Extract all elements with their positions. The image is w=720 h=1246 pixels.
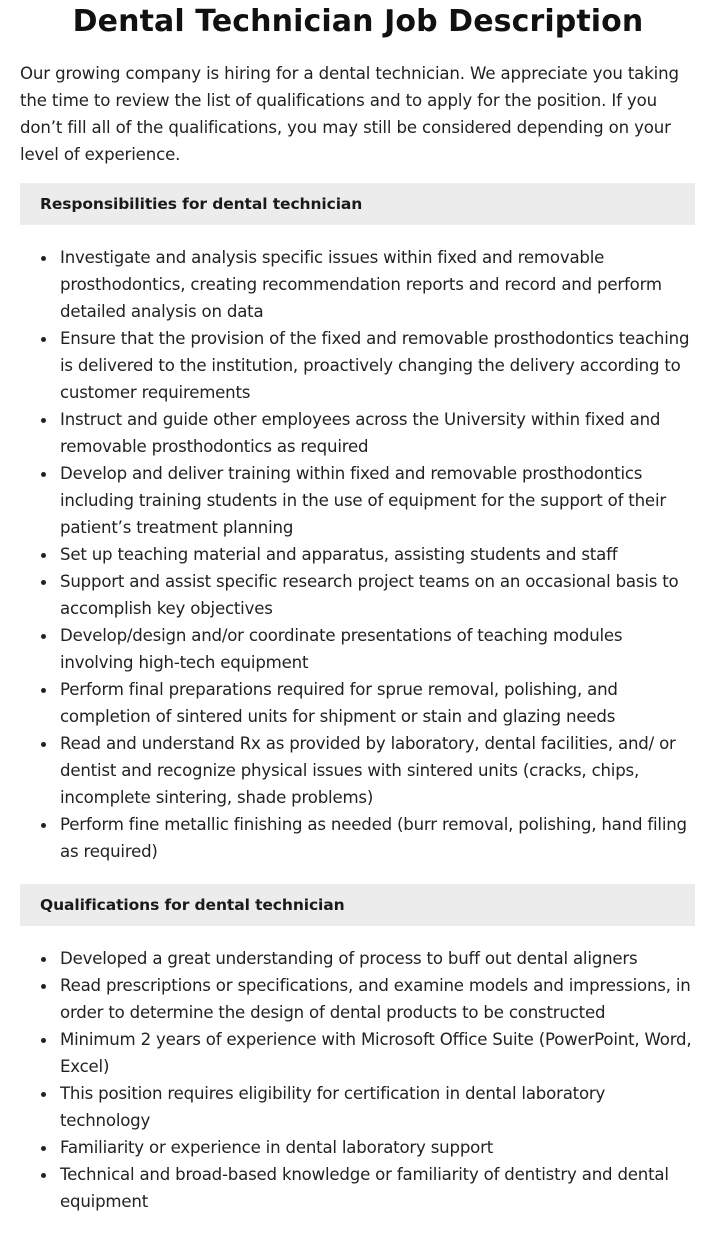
list-item: Minimum 2 years of experience with Microsoft Office Suite (PowerPoint, Word, Excel) xyxy=(20,1026,696,1080)
list-item: Read and understand Rx as provided by laboratory, dental facilities, and/ or dentist and recognize physical issues with sintered units (cracks, chips, incomplete sintering, shade problems) xyxy=(20,730,696,811)
list-item: Perform fine metallic finishing as needed (burr removal, polishing, hand filing as required) xyxy=(20,811,696,865)
intro-paragraph: Our growing company is hiring for a dental technician. We appreciate you taking the time to review the list of qualifications and to apply for the position. If you don’t fill all of the qualifications, you may still be considered depending on your level of experience. xyxy=(20,64,679,164)
list-item: Instruct and guide other employees across the University within fixed and removable prosthodontics as required xyxy=(20,406,696,460)
qualifications-list xyxy=(20,945,696,1215)
list-item: Ensure that the provision of the fixed and removable prosthodontics teaching is delivered to the institution, proactively changing the delivery according to customer requirements xyxy=(20,325,696,406)
list-item: Perform final preparations required for sprue removal, polishing, and completion of sintered units for shipment or stain and glazing needs xyxy=(20,676,696,730)
list-item: Develop and deliver training within fixed and removable prosthodontics including training students in the use of equipment for the support of their patient’s treatment planning xyxy=(20,460,696,541)
list-item: Read prescriptions or specifications, and examine models and impressions, in order to determine the design of dental products to be constructed xyxy=(20,972,696,1026)
list-item: Set up teaching material and apparatus, assisting students and staff xyxy=(20,541,696,568)
qualifications-heading: Qualifications for dental technician xyxy=(20,884,695,926)
list-item: Develop/design and/or coordinate presentations of teaching modules involving high-tech equipment xyxy=(20,622,696,676)
list-item: Technical and broad-based knowledge or familiarity of dentistry and dental equipment xyxy=(20,1161,696,1215)
list-item: Familiarity or experience in dental laboratory support xyxy=(20,1134,696,1161)
responsibilities-list xyxy=(20,244,696,865)
list-item: Developed a great understanding of process to buff out dental aligners xyxy=(20,945,696,972)
list-item: Support and assist specific research project teams on an occasional basis to accomplish key objectives xyxy=(20,568,696,622)
page-title: Dental Technician Job Description xyxy=(72,4,644,39)
list-item: This position requires eligibility for certification in dental laboratory technology xyxy=(20,1080,696,1134)
responsibilities-heading: Responsibilities for dental technician xyxy=(20,183,695,225)
list-item: Investigate and analysis specific issues within fixed and removable prosthodontics, creating recommendation reports and record and perform detailed analysis on data xyxy=(20,244,696,325)
